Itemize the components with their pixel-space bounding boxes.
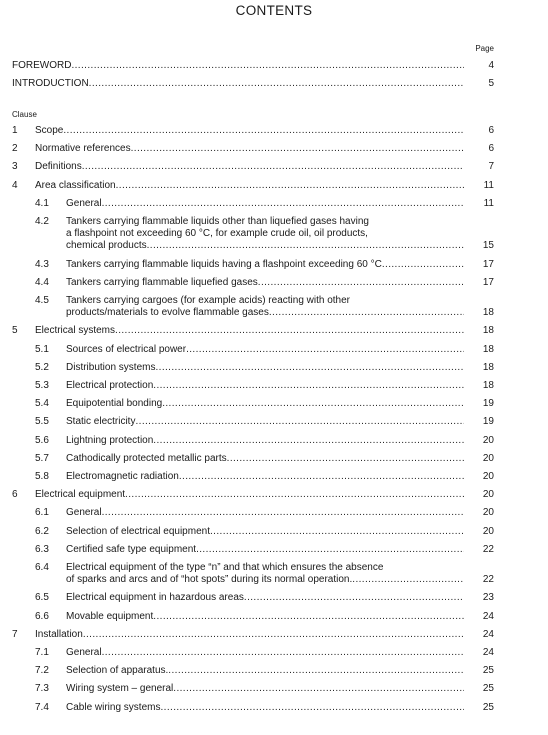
entry-line bbox=[66, 471, 464, 483]
entry-title: Movable equipment bbox=[66, 610, 154, 622]
page-number: 18 bbox=[482, 307, 494, 319]
entry-line bbox=[35, 143, 464, 155]
page-number: 11 bbox=[483, 179, 494, 191]
dot-leader bbox=[71, 60, 464, 72]
page-number: 11 bbox=[483, 197, 494, 209]
entry-line bbox=[66, 665, 464, 677]
dot-leader bbox=[196, 544, 464, 556]
entry-title: Cathodically protected metallic parts bbox=[66, 452, 227, 464]
clause-number: 6.5 bbox=[35, 592, 49, 604]
page-number: 18 bbox=[482, 380, 494, 391]
page-column-label: Page bbox=[475, 44, 494, 53]
entry-title: Sources of electrical power bbox=[66, 343, 187, 355]
entry-line bbox=[66, 435, 464, 447]
page-number: 17 bbox=[482, 276, 494, 288]
dot-leader bbox=[135, 416, 464, 428]
entry-title: Electrical systems bbox=[35, 325, 116, 337]
dot-leader bbox=[131, 143, 464, 155]
entry-title: Electrical equipment in hazardous areas bbox=[66, 592, 244, 604]
page-number: 20 bbox=[482, 452, 494, 464]
entry-title: Definitions bbox=[35, 161, 82, 173]
clause-number: 5.1 bbox=[35, 343, 49, 355]
clause-number: 1 bbox=[12, 125, 18, 136]
dot-leader bbox=[155, 362, 464, 374]
entry-line bbox=[35, 125, 464, 137]
page-number: 20 bbox=[482, 525, 494, 537]
entry-line bbox=[66, 453, 464, 465]
dot-leader bbox=[186, 344, 464, 356]
clause-number: 4.4 bbox=[35, 276, 49, 288]
entry-line bbox=[66, 526, 464, 538]
entry-title: Area classification bbox=[35, 179, 116, 191]
entry-line bbox=[66, 398, 464, 410]
entry-title: Electrical protection bbox=[66, 380, 154, 391]
dot-leader bbox=[244, 592, 464, 604]
entry-title: Normative references bbox=[35, 143, 131, 155]
entry-line bbox=[66, 702, 464, 714]
entry-line bbox=[35, 489, 464, 501]
entry-title: of sparks and arcs and of “hot spots” during its normal operation. bbox=[66, 574, 353, 586]
entry-title: Scope bbox=[35, 125, 64, 136]
page-number: 17 bbox=[482, 258, 494, 270]
entry-line bbox=[66, 198, 464, 210]
clause-number: 5.5 bbox=[35, 416, 49, 428]
dot-leader bbox=[153, 611, 464, 623]
clause-number: 6.1 bbox=[35, 507, 49, 519]
entry-line bbox=[66, 507, 464, 519]
entry-line bbox=[66, 611, 464, 623]
dot-leader bbox=[82, 161, 464, 173]
dot-leader bbox=[160, 702, 464, 714]
entry-title-continuation: Electrical equipment of the type “n” and that which ensures the absence bbox=[66, 562, 384, 573]
entry-title: Static electricity bbox=[66, 416, 136, 428]
entry-title: Tankers carrying flammable liquefied gases bbox=[66, 276, 258, 288]
clause-number: 5 bbox=[12, 325, 18, 337]
entry-line bbox=[66, 307, 464, 319]
dot-leader bbox=[83, 629, 464, 641]
page-number: 19 bbox=[482, 416, 494, 428]
page-number: 18 bbox=[482, 343, 494, 355]
entry-title-continuation: Tankers carrying flammable liquids other than liquefied gases having bbox=[66, 216, 369, 227]
clause-number: 7.4 bbox=[35, 701, 49, 713]
entry-title: Cable wiring systems bbox=[66, 701, 161, 713]
dot-leader bbox=[102, 647, 464, 659]
clause-number: 5.2 bbox=[35, 361, 49, 373]
page-number: 22 bbox=[482, 574, 494, 586]
entry-title: Selection of apparatus. bbox=[66, 665, 169, 677]
entry-title: Distribution systems bbox=[66, 361, 156, 373]
page-number: 23 bbox=[482, 592, 494, 604]
dot-leader bbox=[125, 489, 464, 501]
entry-title: chemical products bbox=[66, 240, 147, 252]
entry-title: General bbox=[66, 507, 102, 519]
clause-number: 5.8 bbox=[35, 471, 49, 482]
clause-number: 5.4 bbox=[35, 398, 49, 410]
entry-title: Selection of electrical equipment bbox=[66, 525, 210, 537]
page-number: 25 bbox=[482, 665, 494, 677]
entry-line bbox=[35, 629, 464, 641]
page-number: 18 bbox=[482, 325, 494, 337]
page-number: 15 bbox=[482, 240, 494, 252]
dot-leader bbox=[227, 453, 464, 465]
clause-number: 5.3 bbox=[35, 380, 49, 391]
clause-number: 4.3 bbox=[35, 258, 49, 270]
clause-number: 2 bbox=[12, 143, 18, 155]
dot-leader bbox=[179, 471, 464, 483]
entry-line bbox=[12, 78, 464, 90]
clause-number: 4.2 bbox=[35, 216, 49, 227]
clause-number: 5.6 bbox=[35, 434, 49, 446]
page-number: 4 bbox=[488, 60, 494, 71]
entry-line bbox=[66, 344, 464, 356]
entry-line bbox=[35, 180, 464, 192]
entry-title-continuation: a flashpoint not exceeding 60 °C, for example crude oil, oil products, bbox=[66, 228, 368, 240]
page-number: 19 bbox=[482, 398, 494, 410]
page-number: 6 bbox=[488, 143, 494, 155]
entry-line bbox=[66, 683, 464, 695]
entry-title: Electromagnetic radiation bbox=[66, 471, 179, 482]
clause-number: 7.3 bbox=[35, 683, 49, 695]
dot-leader bbox=[352, 574, 464, 586]
clause-number: 6.3 bbox=[35, 543, 49, 555]
page-number: 20 bbox=[482, 507, 494, 519]
entry-line bbox=[66, 240, 464, 252]
page-number: 20 bbox=[482, 489, 494, 501]
clause-number: 4 bbox=[12, 179, 18, 191]
clause-number: 6 bbox=[12, 489, 18, 501]
clause-number: 3 bbox=[12, 161, 18, 173]
dot-leader bbox=[168, 665, 464, 677]
clause-number: 6.2 bbox=[35, 525, 49, 537]
entry-line bbox=[66, 647, 464, 659]
clause-number: 4.1 bbox=[35, 197, 49, 209]
entry-line bbox=[66, 416, 464, 428]
page-number: 25 bbox=[482, 683, 494, 695]
dot-leader bbox=[89, 78, 464, 90]
dot-leader bbox=[147, 240, 464, 252]
entry-title: FOREWORD bbox=[12, 60, 72, 71]
entry-title: Certified safe type equipment bbox=[66, 543, 197, 555]
entry-title-continuation: Tankers carrying cargoes (for example acids) reacting with other bbox=[66, 295, 351, 306]
page-number: 6 bbox=[488, 125, 494, 136]
dot-leader bbox=[210, 526, 464, 538]
dot-leader bbox=[102, 507, 464, 519]
entry-line bbox=[66, 592, 464, 604]
dot-leader bbox=[116, 180, 464, 192]
page-number: 18 bbox=[482, 361, 494, 373]
entry-title: Installation bbox=[35, 628, 83, 640]
clause-number: 7 bbox=[12, 628, 18, 640]
entry-title: Lightning protection bbox=[66, 434, 154, 446]
entry-title: General bbox=[66, 197, 102, 209]
clause-number: 7.2 bbox=[35, 665, 49, 677]
entry-title: Wiring system – general bbox=[66, 683, 174, 695]
clause-number: 6.6 bbox=[35, 610, 49, 622]
entry-line bbox=[66, 544, 464, 556]
clause-column-label: Clause bbox=[12, 110, 37, 119]
entry-title: Electrical equipment bbox=[35, 489, 126, 501]
entry-title: Equipotential bonding bbox=[66, 398, 163, 410]
entry-line bbox=[66, 380, 464, 392]
page-number: 24 bbox=[482, 647, 494, 658]
page-number: 20 bbox=[482, 471, 494, 482]
entry-title: INTRODUCTION bbox=[12, 78, 89, 89]
dot-leader bbox=[102, 198, 464, 210]
entry-line bbox=[66, 277, 464, 289]
entry-title: General bbox=[66, 647, 102, 658]
clause-number: 6.4 bbox=[35, 562, 49, 573]
entry-title: Tankers carrying flammable liquids having a flashpoint exceeding 60 °C bbox=[66, 258, 382, 270]
dot-leader bbox=[269, 307, 464, 319]
clause-number: 5.7 bbox=[35, 452, 49, 464]
dot-leader bbox=[115, 325, 464, 337]
entry-line bbox=[35, 325, 464, 337]
entry-line bbox=[35, 161, 464, 173]
entry-title: products/materials to evolve flammable gases bbox=[66, 307, 269, 319]
entry-line bbox=[66, 362, 464, 374]
dot-leader bbox=[258, 277, 464, 289]
page-number: 24 bbox=[482, 628, 494, 640]
dot-leader bbox=[382, 259, 464, 271]
clause-number: 4.5 bbox=[35, 295, 49, 306]
page-number: 25 bbox=[482, 701, 494, 713]
page-number: 20 bbox=[482, 434, 494, 446]
page-title: CONTENTS bbox=[235, 3, 313, 18]
clause-number: 7.1 bbox=[35, 647, 49, 658]
page-number: 7 bbox=[488, 161, 494, 173]
dot-leader bbox=[63, 125, 464, 137]
dot-leader bbox=[153, 380, 464, 392]
page-number: 24 bbox=[482, 610, 494, 622]
dot-leader bbox=[153, 435, 464, 447]
dot-leader bbox=[173, 683, 464, 695]
page-number: 5 bbox=[488, 78, 494, 89]
page-number: 22 bbox=[482, 543, 494, 555]
entry-line bbox=[66, 259, 464, 271]
entry-line bbox=[12, 60, 464, 72]
dot-leader bbox=[162, 398, 464, 410]
entry-line bbox=[66, 574, 464, 586]
